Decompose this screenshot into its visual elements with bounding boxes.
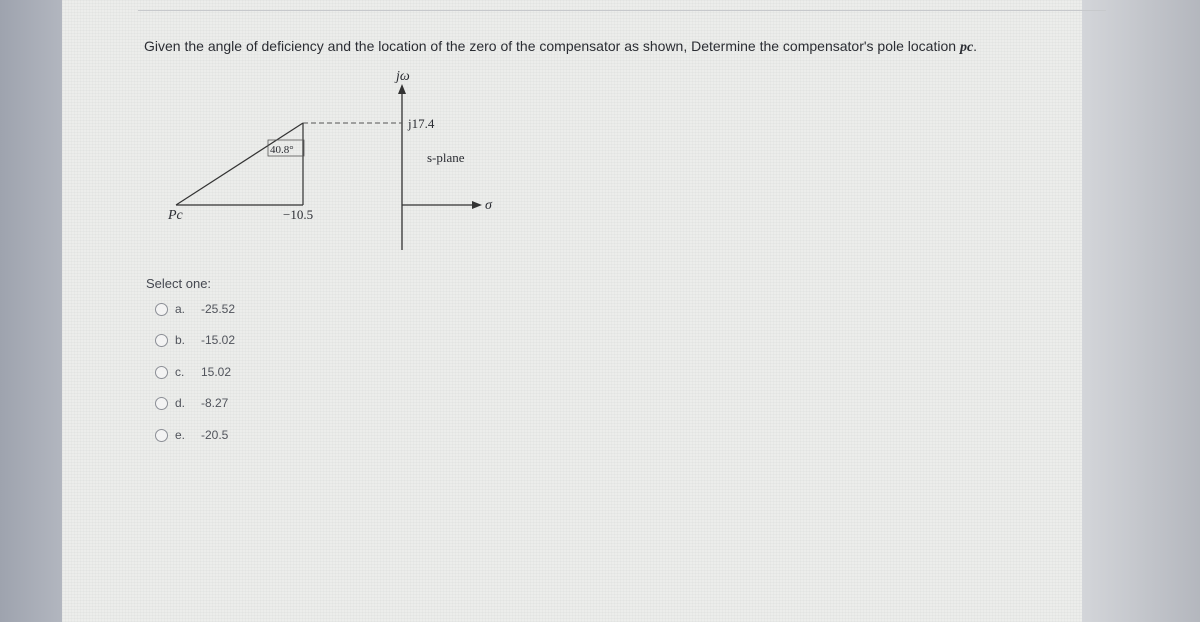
option-a-letter: a. <box>175 302 186 316</box>
pole-symbol: pc <box>959 40 974 55</box>
select-one-label: Select one: <box>146 276 212 291</box>
top-divider <box>138 10 1106 11</box>
option-d-letter: d. <box>175 396 186 410</box>
right-background <box>1080 0 1200 622</box>
option-c-letter: c. <box>175 365 185 379</box>
option-a-value: -25.52 <box>201 302 236 316</box>
plane-label: s-plane <box>427 150 465 165</box>
option-a[interactable] <box>155 300 235 318</box>
x-axis-label: σ <box>485 198 492 213</box>
radio-option-e[interactable] <box>155 429 168 442</box>
question-text <box>144 38 977 56</box>
real-axis-arrow <box>472 201 482 209</box>
option-d-value: -8.27 <box>201 396 229 410</box>
option-d[interactable] <box>155 394 228 412</box>
radio-option-a[interactable] <box>155 303 168 316</box>
pole-label: Pc <box>168 208 183 223</box>
imag-point-label: j17.4 <box>408 116 435 131</box>
s-plane-diagram <box>150 62 510 258</box>
option-e-letter: e. <box>175 428 186 442</box>
option-b-value: -15.02 <box>201 333 236 347</box>
option-b[interactable] <box>155 331 235 349</box>
radio-option-d[interactable] <box>155 397 168 410</box>
option-e-value: -20.5 <box>201 428 229 442</box>
angle-label: 40.8° <box>270 144 294 156</box>
question-body: Given the angle of deficiency and the location of the zero of the compensator as shown, Determine the compensator's pole location <box>144 38 957 54</box>
question-period: . <box>973 38 978 54</box>
option-e[interactable] <box>155 426 228 444</box>
option-c-value: 15.02 <box>201 365 232 379</box>
zero-label: −10.5 <box>283 207 314 222</box>
radio-option-b[interactable] <box>155 334 168 347</box>
pole-hypotenuse <box>176 123 303 205</box>
option-c[interactable] <box>155 363 231 381</box>
radio-option-c[interactable] <box>155 366 168 379</box>
left-background <box>0 0 62 622</box>
option-b-letter: b. <box>175 333 186 347</box>
y-axis-label: jω <box>396 69 410 84</box>
imaginary-axis-arrow <box>398 84 406 94</box>
